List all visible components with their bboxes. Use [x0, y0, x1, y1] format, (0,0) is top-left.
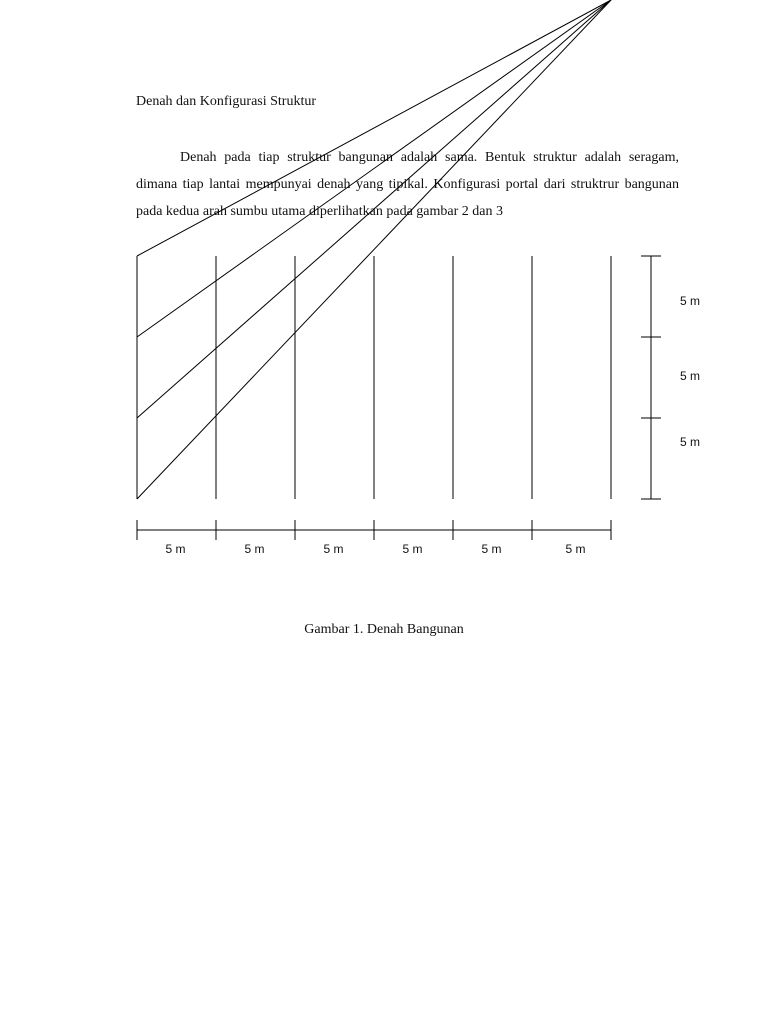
x-span-label: 5 m [323, 542, 344, 556]
grid-lines [137, 0, 611, 499]
y-span-label: 5 m [679, 435, 701, 449]
dimension-labels [165, 294, 700, 556]
y-span-label: 5 m [679, 294, 701, 308]
x-span-label: 5 m [165, 542, 186, 556]
undefined [137, 0, 611, 256]
x-span-label: 5 m [565, 542, 586, 556]
x-span-label: 5 m [481, 542, 502, 556]
x-span-label: 5 m [402, 542, 423, 556]
x-span-label: 5 m [244, 542, 265, 556]
body-paragraph: Denah pada tiap struktur bangunan adalah sama. Bentuk struktur adalah seragam, dimana tiap lantai mempunyai denah yang tipikal. Konfigurasi portal dari struktrur bangunan pada kedua arah sumbu utama diperlihatkan pada gambar 2 dan 3 [136, 150, 679, 219]
section-title: Denah dan Konfigurasi Struktur [136, 94, 317, 109]
y-span-label: 5 m [679, 369, 701, 383]
figure-caption: Gambar 1. Denah Bangunan [304, 622, 464, 637]
